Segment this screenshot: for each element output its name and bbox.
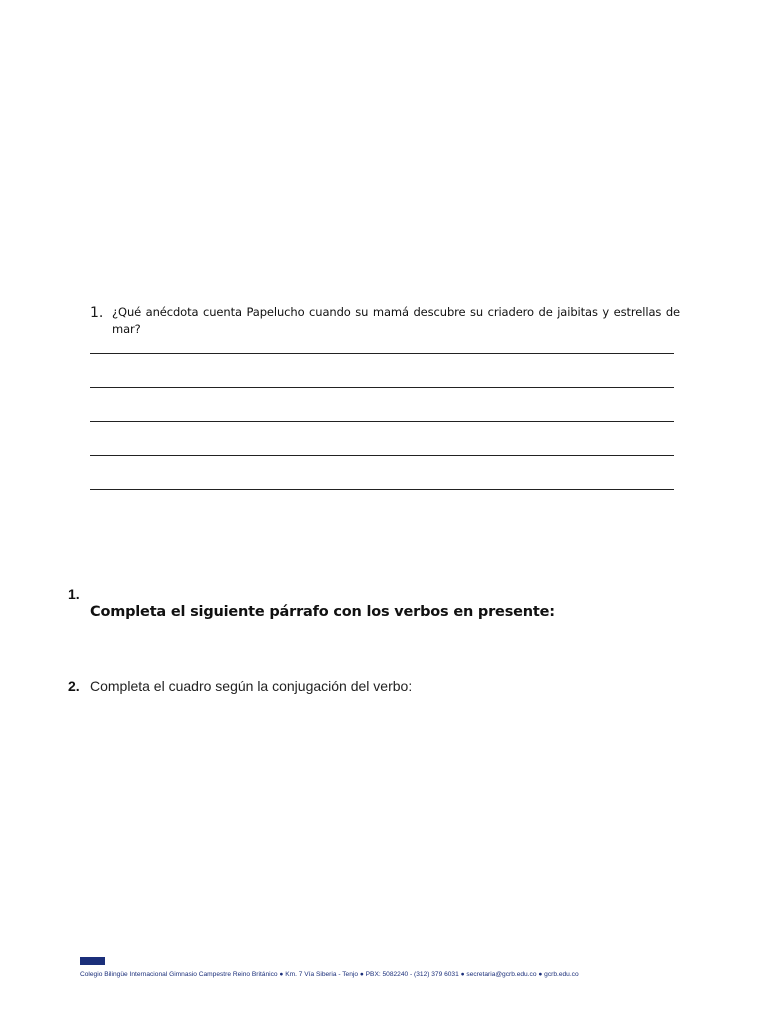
item-2-number: 2. bbox=[68, 678, 80, 694]
item-1-number: 1. bbox=[68, 586, 80, 602]
question-text: ¿Qué anécdota cuenta Papelucho cuando su mamá descubre su criadero de jaibitas y estrellas de mar? bbox=[112, 305, 680, 336]
answer-line[interactable] bbox=[90, 455, 674, 456]
answer-lines bbox=[90, 345, 674, 523]
footer-contact-text: Colegio Bilingüe Internacional Gimnasio Campestre Reino Británico ● Km. 7 Vía Siberia - Tenjo ● PBX: 5082240 - (312) 379 6031 ● secretaria@gcrb.edu.co ● gcrb.edu.co bbox=[80, 971, 579, 978]
item-2-text: Completa el cuadro según la conjugación del verbo: bbox=[90, 678, 413, 694]
footer-accent-bar bbox=[80, 957, 105, 965]
answer-line[interactable] bbox=[90, 387, 674, 388]
item-1 bbox=[68, 586, 80, 604]
item-2 bbox=[68, 678, 412, 694]
answer-line[interactable] bbox=[90, 421, 674, 422]
question-block bbox=[90, 304, 680, 338]
item-1-title: Completa el siguiente párrafo con los verbos en presente: bbox=[90, 604, 555, 620]
question-row bbox=[90, 304, 680, 338]
answer-line[interactable] bbox=[90, 489, 674, 490]
answer-line[interactable] bbox=[90, 353, 674, 354]
question-number: 1. bbox=[90, 305, 104, 321]
